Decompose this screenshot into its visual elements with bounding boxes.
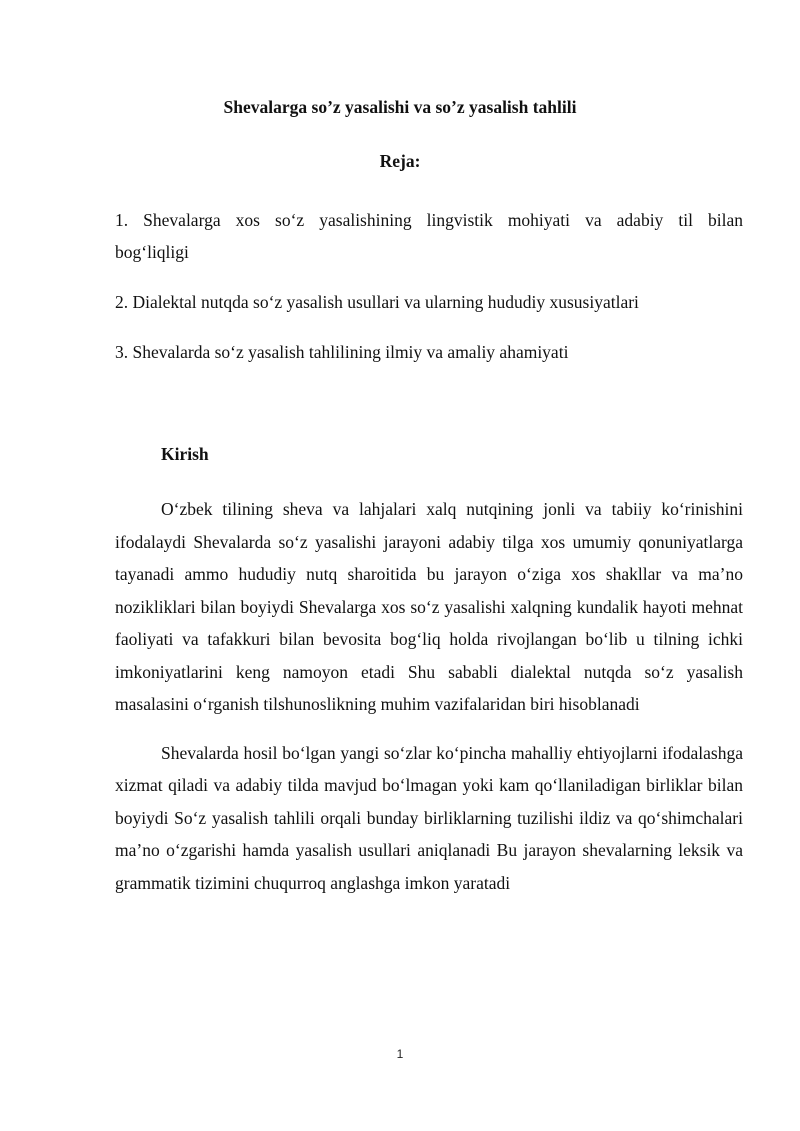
plan-heading: Reja: (379, 151, 421, 171)
section-heading-kirish: Kirish (161, 444, 209, 464)
plan-item-1 (115, 204, 743, 268)
body-text (115, 493, 743, 899)
document-title: Shevalarga so’z yasalishi va so’z yasalish tahlili (223, 97, 577, 117)
page-number: 1 (396, 1047, 404, 1061)
plan-item-3: 3. Shevalarda so‘z yasalish tahlilining ilmiy va amaliy ahamiyati (115, 342, 569, 362)
plan-list (115, 204, 743, 368)
plan-item-2: 2. Dialektal nutqda so‘z yasalish usullari va ularning hududiy xususiyatlari (115, 292, 639, 312)
plan-item-1-line-2: bog‘liqligi (115, 242, 189, 262)
paragraph-2: Shevalarda hosil bo‘lgan yangi so‘zlar ko‘pincha mahalliy ehtiyojlarni ifodalashga xizmat qiladi va adabiy tilda mavjud bo‘lmagan yoki kam qo‘llaniladigan birliklar bilan boyiydi So‘z yasalish tahlili orqali bunday birliklarning tuzilishi ildiz va qo‘shimchalari ma’no o‘zgarishi hamda yasalish usullari aniqlanadi Bu jarayon shevalarning leksik va grammatik tizimini chuqurroq anglashga imkon yaratadi (115, 742, 743, 893)
plan-item-1-line-1: 1. Shevalarga xos so‘z yasalishining lingvistik mohiyati va adabiy til bilan (115, 210, 743, 230)
paragraph-1: O‘zbek tilining sheva va lahjalari xalq nutqining jonli va tabiiy ko‘rinishini ifodalaydi Shevalarda so‘z yasalishi jarayoni adabiy tilga xos umumiy qonuniyatlarga tayanadi ammo hududiy nutq sharoitida bu jarayon o‘ziga xos shakllar va ma’no nozikliklari bilan boyiydi Shevalarga xos so‘z yasalishi xalqning kundalik hayoti mehnat faoliyati va tafakkuri bilan bevosita bog‘liq holda rivojlangan bo‘lib u tilning ichki imkoniyatlarini keng namoyon etadi Shu sababli dialektal nutqda so‘z yasalish masalasini o‘rganish tilshunoslikning muhim vazifalaridan biri hisoblanadi (115, 499, 743, 714)
